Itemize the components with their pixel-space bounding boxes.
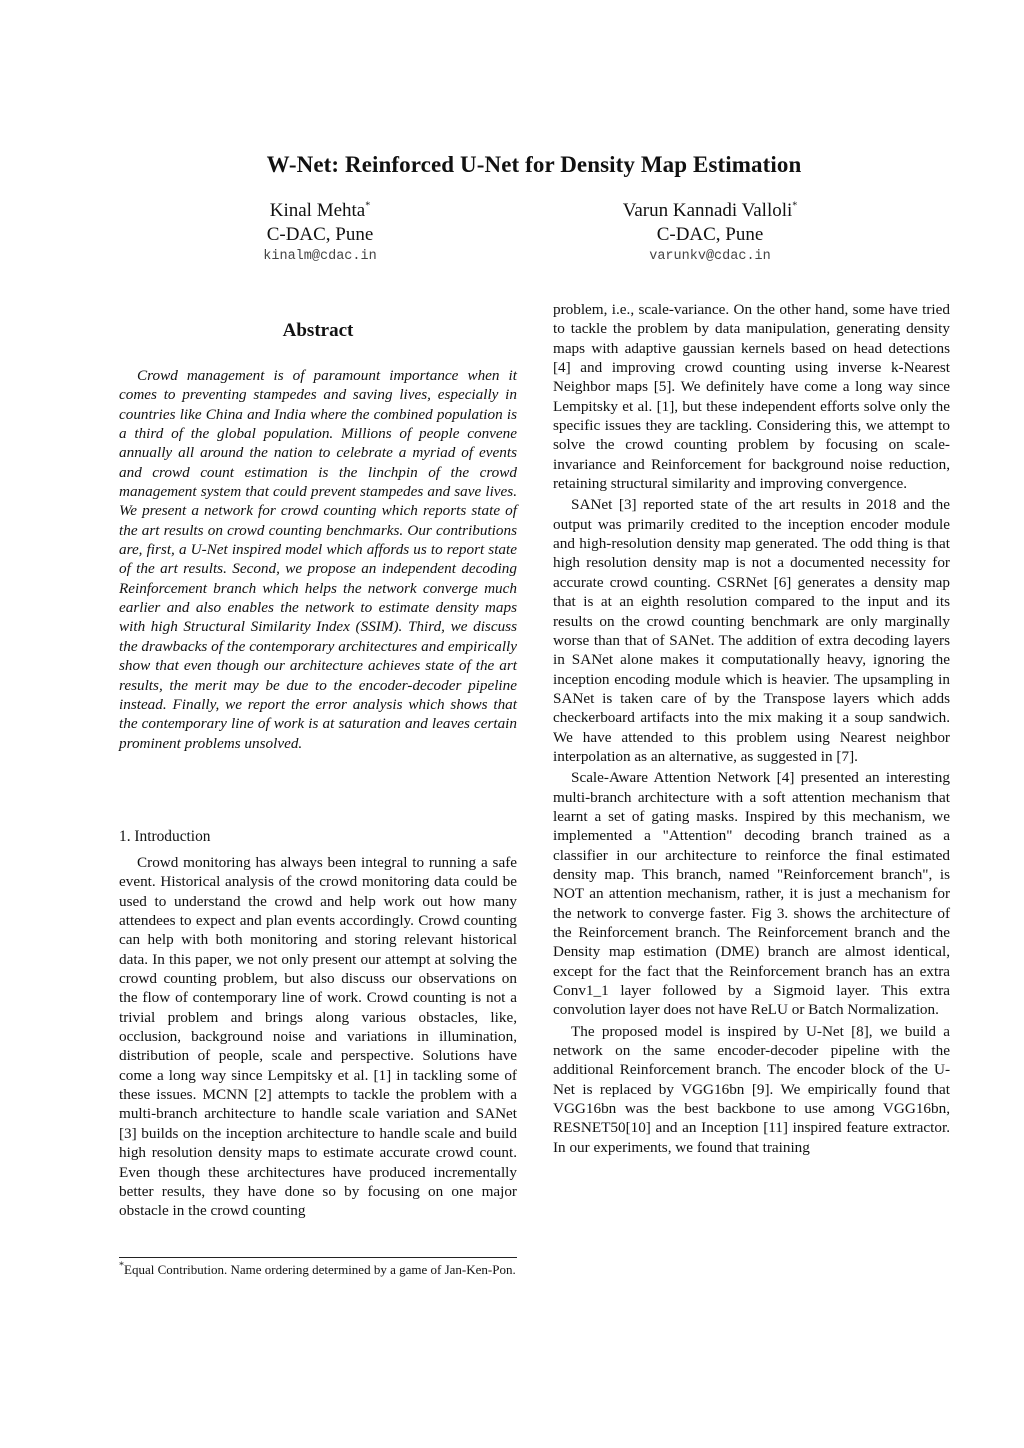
- body-paragraph: problem, i.e., scale-variance. On the other hand, some have tried to tackle the problem by data manipulation, generating density maps with adaptive gaussian kernels based on head detections [4] and improving crowd counting using inverse k-Nearest Neighbor maps [5]. We definitely have come a long way since Lempitsky et al. [1], but these independent efforts solve only the specific issues they are tackling. Considering this, we attempt to solve the crowd counting problem by focusing on scale-invariance and Reinforcement for background noise reduction, retaining structural similarity and improving convergence.: [553, 301, 950, 493]
- author-affiliation: C-DAC, Pune: [266, 224, 374, 245]
- paper-title: W-Net: Reinforced U-Net for Density Map Estimation: [266, 152, 802, 177]
- introduction-heading: 1. Introduction: [119, 828, 211, 845]
- author-affiliation: C-DAC, Pune: [656, 224, 764, 245]
- abstract-heading: Abstract: [282, 320, 354, 341]
- author-block-2: [590, 199, 830, 267]
- author-email: kinalm@cdac.in: [263, 249, 377, 264]
- right-column: [553, 300, 950, 1159]
- author-email: varunkv@cdac.in: [649, 249, 771, 264]
- author-name: Varun Kannadi Valloli*: [622, 200, 798, 221]
- body-paragraph: The proposed model is inspired by U-Net [8], we build a network on the same encoder-decoder pipeline with the additional Reinforcement branch. The encoder block of the U-Net is replaced by VGG16bn [9]. We empirically found that VGG16bn was the best backbone to use among VGG16bn, RESNET50[10] and an Inception [11] inspired feature extractor. In our experiments, we found that training: [553, 1022, 950, 1156]
- footnote: *Equal Contribution. Name ordering determined by a game of Jan-Ken-Pon.: [119, 1260, 516, 1277]
- author-block-1: [200, 199, 440, 267]
- body-paragraph: Scale-Aware Attention Network [4] presented an interesting multi-branch architecture with a soft attention mechanism that learnt a set of gating masks. Inspired by this mechanism, we implemented a "Attention" decoding branch trained as a classifier in our architecture to reinforce the final estimated density map. This branch, named "Reinforcement branch", is NOT an attention mechanism, rather, it is just a mechanism for the network to converge faster. Fig 3. shows the architecture of the Reinforcement branch. The Reinforcement branch and the Density map estimation (DME) branch are almost identical, except for the fact that the Reinforcement branch has an extra Conv1_1 layer followed by a Sigmoid layer. This extra convolution layer does not have ReLU or Batch Normalization.: [553, 769, 950, 1019]
- abstract-text: Crowd management is of paramount importance when it comes to preventing stampedes and saving lives, especially in countries like China and India where the combined population is a third of the global population. Millions of people convene annually all around the nation to celebrate a myriad of events and crowd count estimation is the linchpin of the crowd management system that could prevent stampedes and save lives. We present a network for crowd counting which reports state of the art results on crowd counting benchmarks. Our contributions are, first, a U-Net inspired model which affords us to report state of the art results. Second, we propose an independent decoding Reinforcement branch which helps the network converge much earlier and also enables the network to estimate density maps with high Structural Similarity Index (SSIM). Third, we discuss the drawbacks of the contemporary architectures and empirically show that even though our architecture achieves state of the art results, the merit may be due to the encoder-decoder pipeline instead. Finally, we report the error analysis which shows that the contemporary line of work is at saturation and leaves certain prominent problems unsolved.: [119, 367, 517, 752]
- introduction-text: Crowd monitoring has always been integral to running a safe event. Historical analysis of the crowd monitoring data could be used to understand the crowd and help work out how many attendees to expect and plan events accordingly. Crowd counting can help with both monitoring and storing relevant historical data. In this paper, we not only present our attempt at solving the crowd counting problem, but also discuss our observations on the flow of contemporary line of work. Crowd counting is not a trivial problem and brings along various obstacles, like, occlusion, background noise and variations in illumination, distribution of people, scale and perspective. Solutions have come a long way since Lempitsky et al. [1] in tackling some of these issues. MCNN [2] attempts to tackle the problem with a multi-branch architecture to handle scale variation and SANet [3] builds on the inception architecture to handle scale and build high resolution density maps to estimate accurate crowd count. Even though these architectures have produced incrementally better results, they have done so by focusing on one major obstacle in the crowd counting: [119, 854, 517, 1220]
- author-name: Kinal Mehta*: [269, 200, 371, 221]
- body-paragraph: SANet [3] reported state of the art results in 2018 and the output was primarily credited to the inception encoder module and high-resolution density map generated. The odd thing is that high resolution density map is not a documented necessity for accurate crowd counting. CSRNet [6] generates a density map that is at an eighth resolution compared to the input and its results on the crowd counting benchmark are only marginally worse than that of SANet. The addition of extra decoding layers in SANet alone makes it computationally heavy, ignoring the inception encoding module which is heavier. The upsampling in SANet is taken care of by the Transpose layers which adds checkerboard artifacts into the mix making it a soup sandwich. We have attended to this problem using Nearest neighbor interpolation as an alternative, as suggested in [7].: [553, 496, 950, 765]
- footnote-rule: [119, 1257, 517, 1258]
